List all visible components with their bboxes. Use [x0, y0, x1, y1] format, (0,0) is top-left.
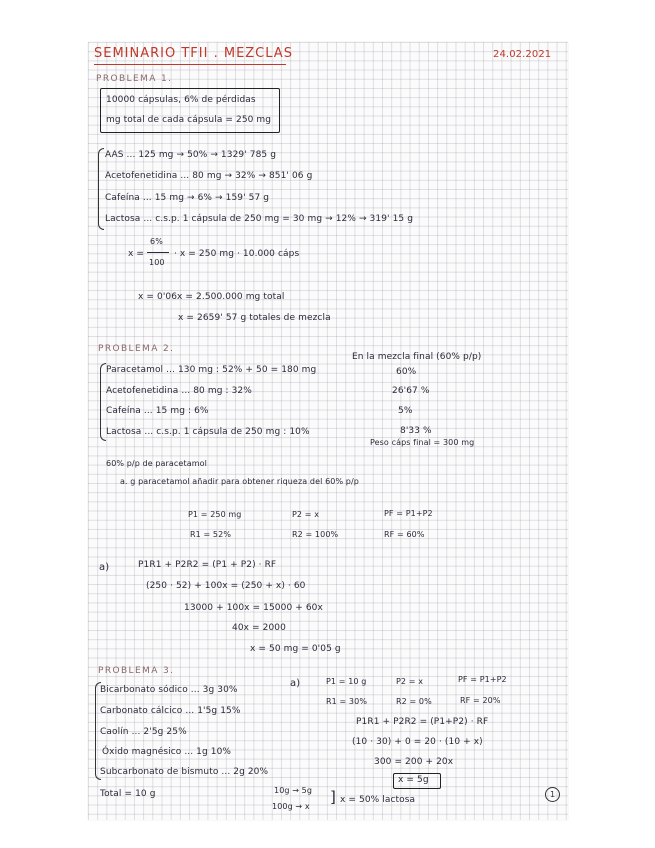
problem-2-final-header: En la mezcla final (60% p/p)	[352, 352, 482, 362]
problem-1-brace	[98, 148, 104, 230]
page-title: SEMINARIO TFII . MEZCLAS	[94, 46, 293, 61]
problem-2-var-p1: P1 = 250 mg	[188, 510, 242, 519]
problem-1-eq-x: x =	[128, 249, 145, 259]
problem-3-row-bicarbonato: Bicarbonato sódico ... 3g 30%	[100, 685, 238, 695]
problem-2-var-r1: R1 = 52%	[190, 530, 232, 539]
problem-3-row-oxido: Óxido magnésico ... 1g 10%	[102, 747, 232, 757]
problem-1-row-cafeina: Cafeína ... 15 mg → 6% → 159' 57 g	[105, 193, 270, 203]
problem-2-note1: 60% p/p de paracetamol	[106, 459, 207, 468]
problem-2-eq-4: 40x = 2000	[232, 623, 286, 633]
fraction-bar	[147, 252, 169, 253]
problem-1-eq-denominator: 100	[149, 258, 165, 267]
problem-1-row-aas: AAS ... 125 mg → 50% → 1329' 785 g	[105, 150, 277, 160]
problem-2-final-lactosa: 8'33 %	[400, 426, 432, 436]
problem-3-var-r1: R1 = 30%	[326, 697, 368, 706]
rule-bracket: ]	[330, 788, 336, 806]
problem-3-eq-1: P1R1 + P2R2 = (P1+P2) · RF	[356, 717, 489, 727]
problem-1-box-line2: mg total de cada cápsula = 250 mg	[106, 115, 272, 125]
problem-2-part-a-label: a)	[99, 562, 110, 573]
problem-1-box-line1: 10000 cápsulas, 6% de pérdidas	[106, 95, 256, 105]
problem-3-var-rf: RF = 20%	[460, 696, 501, 705]
problem-3-rule-result: x = 50% lactosa	[340, 795, 416, 805]
problem-2-final-paracetamol: 60%	[396, 367, 417, 377]
problem-2-label: PROBLEMA 2.	[98, 344, 175, 354]
problem-3-var-p1: P1 = 10 g	[326, 677, 367, 686]
problem-3-result: x = 5g	[398, 775, 429, 785]
problem-1-eq-numerator: 6%	[150, 237, 163, 246]
problem-3-eq-3: 300 = 200 + 20x	[374, 757, 454, 767]
problem-3-eq-2: (10 · 30) + 0 = 20 · (10 + x)	[352, 737, 483, 747]
problem-2-row-acetofenetidina: Acetofenetidina ... 80 mg : 32%	[106, 386, 252, 396]
problem-1-row-lactosa: Lactosa ... c.s.p. 1 cápsula de 250 mg = 30 mg → 12% → 319' 15 g	[105, 214, 414, 224]
problem-3-var-pf: PF = P1+P2	[458, 675, 507, 684]
problem-2-var-pf: PF = P1+P2	[384, 509, 433, 518]
problem-3-part-a-label: a)	[290, 678, 301, 689]
problem-3-row-subcarbonato: Subcarbonato de bismuto ... 2g 20%	[100, 767, 269, 777]
problem-3-rule-line-a: 10g → 5g	[274, 786, 313, 795]
problem-2-eq-3: 13000 + 100x = 15000 + 60x	[184, 603, 323, 613]
problem-1-eq-rest: · x = 250 mg · 10.000 cáps	[174, 249, 300, 259]
problem-3-var-r2: R2 = 0%	[396, 697, 432, 706]
problem-1-eq2: x = 0'06x = 2.500.000 mg total	[138, 292, 285, 302]
problem-2-final-cafeina: 5%	[398, 406, 413, 416]
page-date: 24.02.2021	[493, 49, 552, 60]
problem-3-row-caolin: Caolín ... 2'5g 25%	[100, 727, 187, 737]
problem-2-var-rf: RF = 60%	[384, 530, 425, 539]
problem-2-var-r2: R2 = 100%	[292, 530, 339, 539]
problem-1-eq3: x = 2659' 57 g totales de mezcla	[178, 313, 331, 323]
problem-1-label: PROBLEMA 1.	[96, 74, 173, 84]
problem-2-row-lactosa: Lactosa ... c.s.p. 1 cápsula de 250 mg : 10%	[106, 427, 310, 437]
problem-3-var-p2: P2 = x	[396, 677, 424, 686]
problem-2-row-cafeina: Cafeína ... 15 mg : 6%	[106, 406, 209, 416]
problem-2-note2: a. g paracetamol añadir para obtener riqueza del 60% p/p	[120, 477, 359, 486]
page-number-badge: 1	[545, 787, 560, 802]
problem-2-row-paracetamol: Paracetamol ... 130 mg : 52% + 50 = 180 mg	[106, 365, 317, 375]
problem-2-var-p2: P2 = x	[292, 510, 320, 519]
problem-3-row-carbonato: Carbonato cálcico ... 1'5g 15%	[100, 706, 241, 716]
problem-2-peso-final: Peso cáps final = 300 mg	[370, 438, 475, 447]
problem-3-rule-line-b: 100g → x	[272, 802, 310, 811]
problem-2-eq-2: (250 · 52) + 100x = (250 + x) · 60	[146, 581, 306, 591]
problem-3-total: Total = 10 g	[100, 789, 156, 799]
problem-2-eq-5: x = 50 mg = 0'05 g	[250, 644, 341, 654]
problem-2-eq-1: P1R1 + P2R2 = (P1 + P2) · RF	[138, 560, 277, 570]
problem-2-final-acetofenetidina: 26'67 %	[392, 386, 430, 396]
title-underline	[94, 64, 286, 65]
problem-1-row-acetofenetidina: Acetofenetidina ... 80 mg → 32% → 851' 06 g	[105, 171, 313, 181]
problem-3-label: PROBLEMA 3.	[98, 666, 175, 676]
